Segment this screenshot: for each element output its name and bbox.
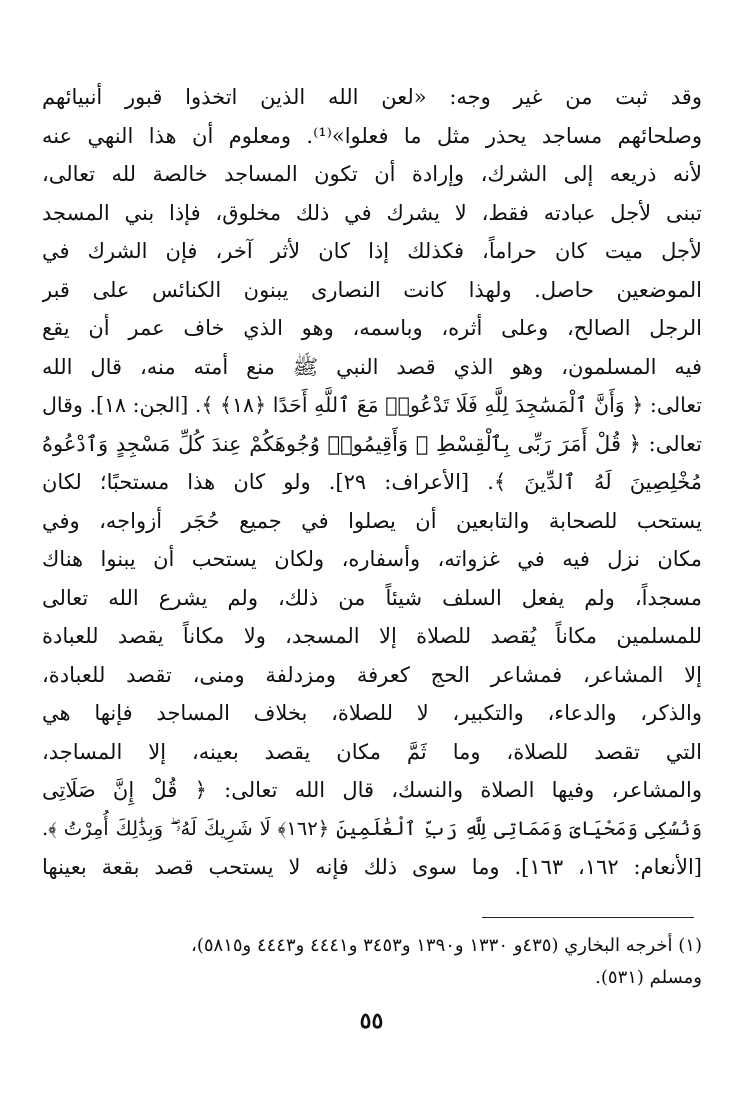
text-line: مكان نزل فيه في غزواته، وأسفاره، ولكان يستحب أن يبنوا هناك (42, 547, 702, 571)
text-line: الرجل الصالح، وعلى أثره، وباسمه، وهو الذي خاف عمر أن يقع (42, 316, 702, 340)
quran-verse-line: تعالى: ﴿ وَأَنَّ ٱلْمَسَٰجِدَ لِلَّهِ فَلَا تَدْعُوا۟ مَعَ ٱللَّهِ أَحَدًا ﴿١٨﴾ ﴾. [الجن: ١٨]. وقال (42, 393, 702, 417)
text-line: وصلحائهم مساجد يحذر مثل ما فعلوا»⁽¹⁾. ومعلوم أن هذا النهي عنه (42, 123, 702, 148)
text-line: الموضعين حاصل. ولهذا كانت النصارى يبنون الكنائس على قبر (42, 277, 702, 302)
quran-verse-line: تعالى: ﴿ قُلْ أَمَرَ رَبِّى بِٱلْقِسْطِ ۖ وَأَقِيمُوا۟ وُجُوهَكُمْ عِندَ كُلِّ مَسْجِدٍ وَٱدْعُوهُ (42, 431, 702, 456)
footnote-separator (482, 917, 694, 918)
text-line: التي تقصد للصلاة، وما ثَمَّ مكان يقصد بعينه، إلا المساجد، (42, 739, 702, 764)
text-line: لأجل ميت كان حراماً، فكذلك إذا كان لأثر آخر، فإن الشرك في (42, 239, 702, 263)
page-number: ٥٥ (359, 1008, 384, 1034)
quran-verse-line: والمشاعر، وفيها الصلاة والنسك، قال الله تعالى: ﴿ قُلْ إِنَّ صَلَاتِى (42, 778, 702, 802)
main-text-block (42, 78, 702, 887)
text-line: للمسلمين مكاناً يُقصد للصلاة إلا المسجد، ولا مكاناً يقصد للعبادة (42, 624, 702, 648)
text-line: [الأنعام: ١٦٢، ١٦٣]. وما سوى ذلك فإنه لا يستحب قصد بقعة بعينها (42, 855, 702, 879)
text-line: يستحب للصحابة والتابعين أن يصلوا في جميع حُجَر أزواجه، وفي (42, 508, 702, 533)
text-line: تبنى لأجل عبادته فقط، لا يشرك في ذلك مخلوق، فإذا بني المسجد (42, 200, 702, 225)
footnotes-block (42, 930, 702, 994)
text-line: والذكر، والدعاء، والتكبير، لا للصلاة، بخلاف المساجد فإنها هي (42, 701, 702, 725)
text-line: فيه المسلمون، وهو الذي قصد النبي ﷺ منع أمته منه، قال الله (42, 354, 702, 379)
text-line: مسجداً، ولم يفعل السلف شيئاً من ذلك، ولم يشرع الله تعالى (42, 585, 702, 610)
text-line: وقد ثبت من غير وجه: «لعن الله الذين اتخذوا قبور أنبيائهم (42, 85, 702, 109)
quran-verse-line: مُخْلِصِينَ لَهُ ٱلدِّينَ ﴾. [الأعراف: ٢٩]. ولو كان هذا مستحبًا؛ لكان (42, 470, 702, 494)
text-line: لأنه ذريعه إلى الشرك، وإرادة أن تكون المساجد خالصة لله تعالى، (42, 162, 702, 186)
quran-verse-line: وَنُسُكِى وَمَحْيَاىَ وَمَمَاتِى لِلَّهِ رَبِّ ٱلْعَٰلَمِينَ ﴿١٦٢﴾ لَا شَرِيكَ لَهُۥ ۖ وَبِذَٰلِكَ أُمِرْتُ ﴾. (42, 816, 702, 840)
footnote-line: (١) أخرجه البخاري (٤٣٥و ١٣٣٠ و١٣٩٠ و٣٤٥٣ و٤٤٤١ و٤٤٤٣ و٥٨١٥)، (191, 935, 702, 956)
footnote-line: ومسلم (٥٣١). (595, 967, 702, 988)
text-line: إلا المشاعر، فمشاعر الحج كعرفة ومزدلفة ومنى، تقصد للعبادة، (42, 662, 702, 687)
